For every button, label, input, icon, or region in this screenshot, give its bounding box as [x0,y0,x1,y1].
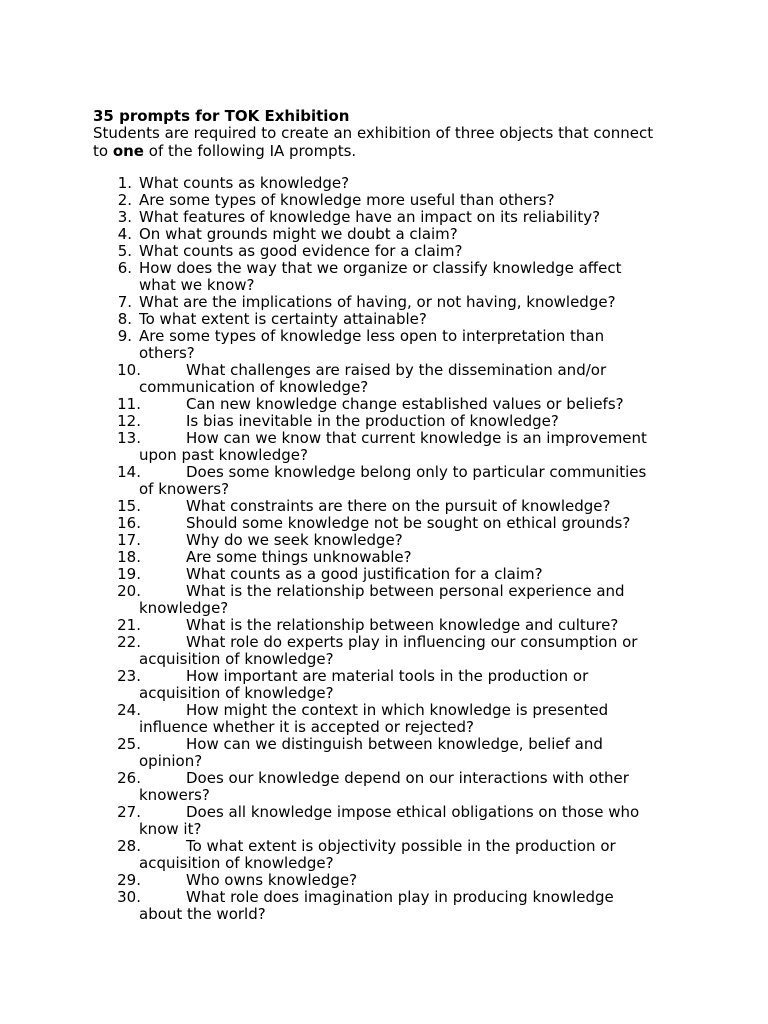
prompt-text: What role does imagination play in producing knowledge [186,888,614,906]
intro-line-2 [93,142,693,160]
prompt-number: 21. [117,616,141,634]
list-item [0,192,768,209]
prompt-number: 25. [117,735,141,753]
prompt-number: 7. [117,293,132,311]
prompt-number: 22. [117,633,141,651]
list-item [0,566,768,583]
list-item [0,175,768,192]
list-item [0,770,768,804]
prompt-text: How can we distinguish between knowledge, belief and [186,735,603,753]
prompt-text-continuation: knowers? [139,786,210,804]
list-item [0,634,768,668]
prompt-text-continuation: acquisition of knowledge? [139,650,334,668]
list-item [0,413,768,430]
prompt-text: How can we know that current knowledge is an improvement [186,429,647,447]
list-item [0,804,768,838]
prompt-text: What counts as a good justification for a claim? [186,565,543,583]
list-item [0,617,768,634]
prompt-text: Should some knowledge not be sought on ethical grounds? [186,514,631,532]
list-item [0,838,768,872]
list-item [0,243,768,260]
prompt-number: 13. [117,429,141,447]
prompt-number: 4. [117,225,132,243]
list-item [0,583,768,617]
prompt-text-continuation: acquisition of knowledge? [139,684,334,702]
prompt-text: What is the relationship between personal experience and [186,582,625,600]
document-title: 35 prompts for TOK Exhibition [93,107,350,125]
prompt-text-continuation: upon past knowledge? [139,446,308,464]
prompt-text-continuation: of knowers? [139,480,230,498]
prompt-text: What challenges are raised by the dissemination and/or [186,361,607,379]
prompt-text: How might the context in which knowledge is presented [186,701,609,719]
prompt-text: To what extent is objectivity possible in the production or [186,837,616,855]
prompt-list [0,175,768,923]
prompt-text: Does some knowledge belong only to particular communities [186,463,647,481]
prompt-number: 29. [117,871,141,889]
list-item [0,515,768,532]
prompt-text: What role do experts play in influencing our consumption or [186,633,638,651]
prompt-text-continuation: what we know? [139,276,255,294]
prompt-number: 2. [117,191,132,209]
prompt-number: 8. [117,310,132,328]
intro-prefix: to [93,142,113,160]
prompt-number: 14. [117,463,141,481]
list-item [0,209,768,226]
prompt-number: 26. [117,769,141,787]
prompt-text: On what grounds might we doubt a claim? [139,225,458,243]
list-item [0,396,768,413]
intro-bold-word: one [112,142,144,160]
prompt-text: What counts as good evidence for a claim? [139,242,463,260]
prompt-text-continuation: know it? [139,820,202,838]
prompt-text-continuation: others? [139,344,195,362]
prompt-number: 15. [117,497,141,515]
prompt-text: Why do we seek knowledge? [186,531,403,549]
prompt-text: Is bias inevitable in the production of knowledge? [186,412,559,430]
prompt-number: 20. [117,582,141,600]
prompt-number: 12. [117,412,141,430]
prompt-text: Who owns knowledge? [186,871,358,889]
prompt-text-continuation: opinion? [139,752,203,770]
prompt-text-continuation: knowledge? [139,599,229,617]
prompt-text: What is the relationship between knowledge and culture? [186,616,619,634]
prompt-number: 6. [117,259,132,277]
intro-paragraph [93,124,693,160]
prompt-number: 10. [117,361,141,379]
prompt-number: 23. [117,667,141,685]
prompt-number: 24. [117,701,141,719]
prompt-text: Does our knowledge depend on our interactions with other [186,769,629,787]
list-item [0,430,768,464]
list-item [0,889,768,923]
list-item [0,311,768,328]
list-item [0,362,768,396]
list-item [0,532,768,549]
prompt-text: To what extent is certainty attainable? [139,310,427,328]
prompt-number: 30. [117,888,141,906]
prompt-number: 3. [117,208,132,226]
list-item [0,226,768,243]
prompt-number: 11. [117,395,141,413]
list-item [0,872,768,889]
list-item [0,498,768,515]
prompt-text: Does all knowledge impose ethical obligations on those who [186,803,640,821]
prompt-text-continuation: about the world? [139,905,266,923]
prompt-text: Are some types of knowledge less open to interpretation than [139,327,605,345]
prompt-number: 27. [117,803,141,821]
list-item [0,549,768,566]
list-item [0,668,768,702]
prompt-text: What are the implications of having, or not having, knowledge? [139,293,616,311]
prompt-number: 17. [117,531,141,549]
list-item [0,328,768,362]
prompt-number: 16. [117,514,141,532]
prompt-number: 9. [117,327,132,345]
list-item [0,736,768,770]
prompt-text: Are some things unknowable? [186,548,412,566]
prompt-text: Are some types of knowledge more useful than others? [139,191,555,209]
intro-suffix: of the following IA prompts. [144,142,357,160]
prompt-text: Can new knowledge change established values or beliefs? [186,395,624,413]
list-item [0,464,768,498]
prompt-number: 1. [117,174,132,192]
prompt-text-continuation: acquisition of knowledge? [139,854,334,872]
prompt-number: 5. [117,242,132,260]
prompt-text: What features of knowledge have an impact on its reliability? [139,208,601,226]
prompt-number: 18. [117,548,141,566]
prompt-text-continuation: communication of knowledge? [139,378,369,396]
list-item [0,294,768,311]
prompt-text: What constraints are there on the pursuit of knowledge? [186,497,611,515]
list-item [0,702,768,736]
prompt-text-continuation: influence whether it is accepted or rejected? [139,718,474,736]
prompt-text: How does the way that we organize or classify knowledge affect [139,259,622,277]
prompt-text: How important are material tools in the production or [186,667,589,685]
prompt-number: 28. [117,837,141,855]
prompt-number: 19. [117,565,141,583]
prompt-text: What counts as knowledge? [139,174,350,192]
intro-line-1: Students are required to create an exhibition of three objects that connect [93,124,654,142]
list-item [0,260,768,294]
